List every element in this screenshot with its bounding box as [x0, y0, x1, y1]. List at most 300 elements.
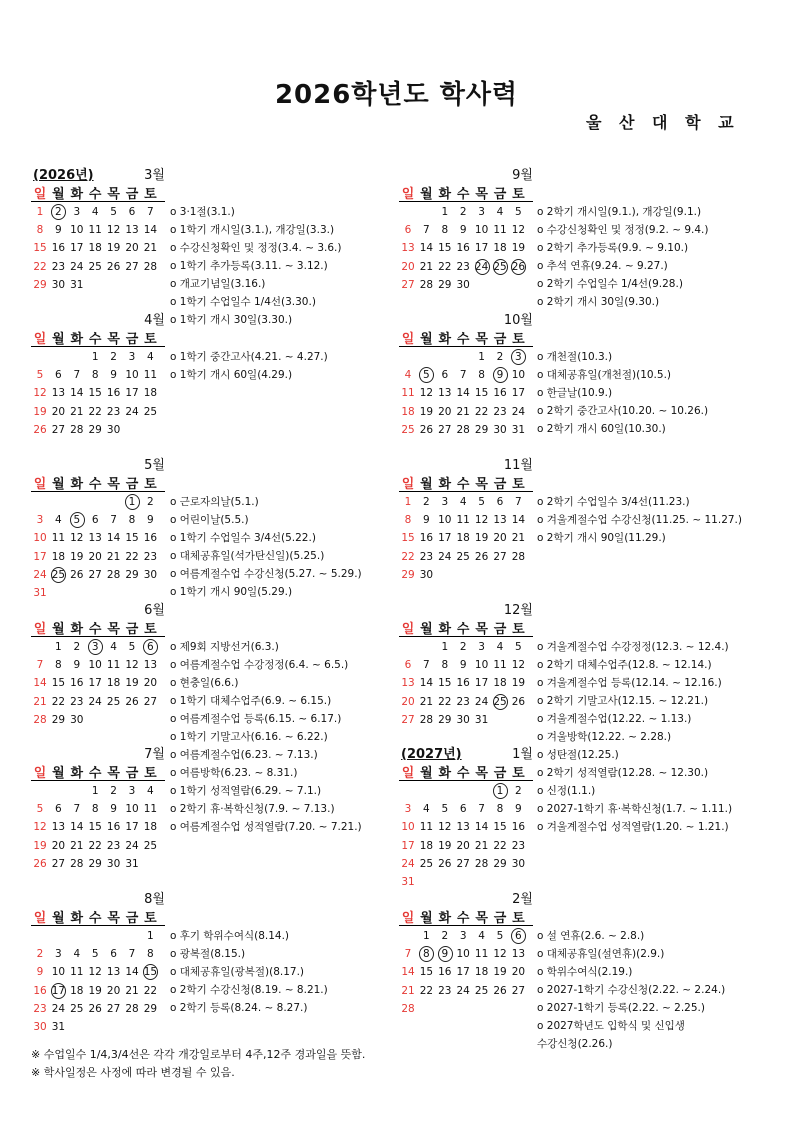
day-cell: 11	[143, 803, 158, 816]
month-label: 4월	[144, 313, 165, 328]
weekday-header	[31, 618, 165, 637]
day-cell: 9	[436, 945, 454, 963]
weekday-label: 금	[125, 766, 139, 781]
weekday-label: 수	[456, 911, 470, 926]
day-cell: 17	[474, 242, 489, 255]
event-item: o 1학기 개시 60일(4.29.)	[170, 369, 293, 381]
day-cell: 5	[478, 496, 485, 508]
weekday-label: 금	[493, 766, 507, 781]
day-cell: 1	[441, 641, 449, 653]
day-cell: 24	[125, 405, 139, 418]
day-cell: 21	[106, 550, 121, 563]
event-item: o 2학기 중간고사(10.20. ~ 10.26.)	[537, 405, 709, 417]
day-cell: 17	[70, 242, 84, 255]
day-cell: 9	[423, 514, 430, 527]
day-cell: 17	[125, 387, 139, 400]
day-cell: 17	[511, 387, 526, 400]
day-cell: 22	[438, 260, 452, 273]
day-cell: 28	[474, 857, 489, 870]
day-cell: 28	[33, 713, 47, 726]
day-cell: 15	[438, 677, 452, 690]
day-cell: 6	[496, 496, 504, 508]
day-cell: 5	[441, 803, 449, 816]
event-item: o 여름계절수업 성적열람(7.20. ~ 7.21.)	[170, 821, 362, 833]
event-item: o 후기 학위수여식(8.14.)	[170, 930, 290, 942]
day-cell: 14	[401, 966, 415, 979]
day-cell: 28	[70, 423, 84, 436]
event-item: o 2학기 수업일수 3/4선(11.23.)	[537, 496, 690, 508]
event-item: o 2학기 수강신청(8.19. ~ 8.21.)	[170, 984, 328, 996]
day-cell: 6	[128, 206, 136, 218]
weekday-label: 토	[144, 332, 157, 347]
event-item: o 대체공휴일(광복절)(8.17.)	[170, 966, 305, 978]
event-item: o 개천절(10.3.)	[537, 351, 613, 363]
day-cell: 11	[70, 966, 84, 979]
weekday-label: 수	[88, 332, 102, 347]
day-cell: 15	[33, 242, 47, 255]
event-item: o 겨울계절수업 수강신청(11.25. ~ 11.27.)	[537, 514, 742, 526]
day-cell: 25	[143, 405, 158, 418]
day-cell: 3	[36, 514, 44, 527]
day-cell: 30	[106, 423, 121, 436]
day-cell: 6	[404, 659, 412, 672]
event-item: o 설 연휴(2.6. ~ 2.8.)	[537, 930, 645, 942]
month-label: 2월	[512, 892, 533, 907]
month-label: 3월	[144, 168, 165, 183]
weekday-label: 월	[420, 187, 433, 202]
day-cell: 26	[419, 423, 434, 436]
day-cell: 3	[509, 348, 527, 366]
day-cell: 13	[106, 966, 121, 979]
day-cell: 11	[106, 659, 121, 672]
day-cell: 2	[36, 948, 44, 961]
day-cell: 29	[33, 278, 47, 291]
event-item: o 겨울계절수업 수강정정(12.3. ~ 12.4.)	[537, 641, 729, 653]
day-cell: 2	[423, 496, 430, 508]
day-cell: 18	[88, 242, 102, 255]
day-cell: 27	[51, 857, 66, 870]
day-cell: 23	[106, 839, 121, 852]
event-list	[537, 638, 757, 782]
day-cell: 10	[438, 514, 452, 527]
day-cell: 15	[51, 677, 66, 690]
day-cell: 20	[438, 405, 452, 418]
event-item: o 신정(1.1.)	[537, 785, 596, 797]
day-cell: 7	[73, 803, 81, 816]
day-cell: 9	[515, 803, 522, 816]
day-cell: 26	[509, 258, 527, 276]
day-cell: 18	[401, 405, 415, 418]
weekday-label: 목	[475, 766, 488, 781]
day-cell: 12	[33, 387, 47, 400]
event-item: o 광복절(8.15.)	[170, 948, 246, 960]
day-cell: 10	[125, 803, 139, 816]
day-cell: 27	[401, 278, 415, 291]
event-list	[537, 782, 757, 836]
day-cell: 19	[511, 242, 526, 255]
event-item: o 여름계절수업 등록(6.15. ~ 6.17.)	[170, 713, 342, 725]
day-cell: 3	[459, 930, 467, 942]
day-cell: 19	[88, 984, 102, 997]
day-cell: 13	[511, 948, 526, 961]
day-cell: 17	[401, 839, 415, 852]
day-cell: 12	[106, 224, 121, 237]
day-cell: 10	[33, 532, 47, 545]
day-cell: 4	[73, 948, 81, 961]
day-cell: 16	[106, 387, 121, 400]
weekday-label: 목	[475, 187, 488, 202]
weekday-label: 일	[33, 187, 47, 202]
day-cell: 18	[106, 677, 121, 690]
day-cell: 11	[401, 387, 415, 400]
day-cell: 15	[493, 821, 507, 834]
day-cell: 12	[511, 224, 526, 237]
day-cell: 22	[493, 839, 507, 852]
day-cell: 26	[106, 260, 121, 273]
weekday-label: 목	[107, 622, 120, 637]
day-cell: 6	[459, 803, 467, 816]
day-cell: 29	[493, 857, 507, 870]
day-cell: 23	[70, 695, 84, 708]
day-cell: 22	[143, 984, 158, 997]
day-cell: 16	[33, 984, 47, 997]
month-label: 1월	[512, 747, 533, 762]
day-cell: 8	[91, 369, 99, 382]
day-cell: 26	[511, 695, 526, 708]
day-cell: 14	[70, 387, 84, 400]
event-item: o 1학기 추가등록(3.11. ~ 3.12.)	[170, 260, 328, 272]
day-cell: 9	[55, 224, 62, 237]
day-cell: 22	[401, 550, 415, 563]
weekday-label: 월	[52, 187, 65, 202]
day-cell: 10	[474, 659, 489, 672]
day-cell: 4	[91, 206, 99, 218]
day-cell: 1	[404, 496, 412, 508]
day-cell: 14	[474, 821, 489, 834]
day-cell: 2	[515, 785, 522, 797]
day-cell: 1	[478, 351, 485, 363]
day-cell: 3	[478, 641, 485, 653]
day-cell: 27	[493, 550, 507, 563]
day-cell: 5	[36, 369, 44, 382]
weekday-header	[399, 183, 533, 202]
day-cell: 3	[404, 803, 412, 816]
day-cell: 15	[401, 532, 415, 545]
day-cell: 7	[128, 948, 136, 961]
day-cell: 9	[73, 659, 81, 672]
weekday-label: 토	[144, 477, 157, 492]
day-cell: 29	[51, 713, 66, 726]
day-cell: 11	[51, 532, 66, 545]
year-label: (2026년)	[33, 168, 94, 183]
day-cell: 10	[511, 369, 526, 382]
event-item: o 겨울계절수업(12.22. ~ 1.13.)	[537, 713, 692, 725]
day-cell: 16	[70, 677, 84, 690]
day-cell: 24	[33, 568, 47, 581]
weekday-label: 수	[88, 911, 102, 926]
day-cell: 28	[419, 278, 434, 291]
weekday-header	[399, 473, 533, 492]
day-cell: 19	[511, 677, 526, 690]
weekday-label: 토	[144, 911, 157, 926]
weekday-label: 월	[52, 622, 65, 637]
day-cell: 21	[474, 839, 489, 852]
day-cell: 1	[147, 930, 154, 942]
day-cell: 4	[423, 803, 430, 816]
weekday-header	[31, 907, 165, 926]
day-cell: 5	[36, 803, 44, 816]
day-cell: 15	[141, 963, 159, 981]
day-cell: 17	[88, 677, 102, 690]
day-cell: 27	[511, 984, 526, 997]
day-cell: 2	[73, 641, 81, 653]
day-cell: 4	[459, 496, 467, 508]
day-cell: 6	[91, 514, 99, 527]
day-cell: 1	[91, 785, 99, 797]
day-cell: 4	[478, 930, 485, 942]
weekday-label: 화	[438, 622, 452, 637]
day-cell: 17	[474, 677, 489, 690]
day-cell: 12	[88, 966, 102, 979]
day-cell: 9	[36, 966, 44, 979]
day-cell: 7	[459, 369, 467, 382]
weekday-label: 화	[70, 766, 84, 781]
day-cell: 19	[106, 242, 121, 255]
day-cell: 8	[91, 803, 99, 816]
day-cell: 26	[493, 984, 507, 997]
day-cell: 15	[419, 966, 434, 979]
day-cell: 13	[493, 514, 507, 527]
day-cell: 10	[88, 659, 102, 672]
event-item: o 현충일(6.6.)	[170, 677, 239, 689]
weekday-label: 일	[33, 911, 47, 926]
event-item: o 학위수여식(2.19.)	[537, 966, 633, 978]
day-cell: 18	[474, 966, 489, 979]
weekday-label: 목	[475, 332, 488, 347]
day-cell: 7	[73, 369, 81, 382]
weekday-label: 화	[70, 477, 84, 492]
day-cell: 19	[419, 405, 434, 418]
day-cell: 21	[456, 405, 470, 418]
weekday-label: 일	[401, 332, 415, 347]
footnote: ※ 수업일수 1/4,3/4선은 각각 개강일로부터 4주,12주 경과일을 뜻함.	[31, 1048, 366, 1061]
day-cell: 27	[88, 568, 102, 581]
day-cell: 9	[147, 514, 154, 527]
day-cell: 12	[33, 821, 47, 834]
event-item: 수강신청(2.26.)	[537, 1038, 613, 1050]
event-item: o 성탄절(12.25.)	[537, 749, 619, 761]
day-cell: 10	[456, 948, 470, 961]
day-cell: 16	[51, 242, 66, 255]
month-label: 11월	[503, 458, 533, 473]
event-item: o 추석 연휴(9.24. ~ 9.27.)	[537, 260, 668, 272]
weekday-label: 일	[33, 477, 47, 492]
day-cell: 7	[423, 224, 430, 237]
weekday-label: 목	[107, 187, 120, 202]
day-cell: 6	[55, 803, 62, 816]
day-cell: 7	[423, 659, 430, 672]
weekday-label: 토	[144, 622, 157, 637]
day-cell: 14	[106, 532, 121, 545]
day-cell: 20	[106, 984, 121, 997]
day-cell: 30	[51, 278, 66, 291]
event-list	[170, 927, 390, 1017]
weekday-label: 금	[125, 622, 139, 637]
event-item: o 2학기 기말고사(12.15. ~ 12.21.)	[537, 695, 709, 707]
day-cell: 7	[478, 803, 485, 816]
day-cell: 28	[106, 568, 121, 581]
weekday-label: 화	[438, 187, 452, 202]
event-item: o 1학기 개시 30일(3.30.)	[170, 314, 293, 326]
day-cell: 11	[493, 224, 507, 237]
footnotes	[31, 1046, 365, 1082]
event-item: o 1학기 기말고사(6.16. ~ 6.22.)	[170, 731, 328, 743]
day-cell: 14	[456, 387, 470, 400]
day-cell: 5	[91, 948, 99, 961]
day-cell: 22	[474, 405, 489, 418]
day-cell: 18	[493, 677, 507, 690]
day-cell: 13	[125, 224, 139, 237]
event-item: o 2학기 등록(8.24. ~ 8.27.)	[170, 1002, 308, 1014]
day-cell: 4	[496, 641, 504, 653]
day-cell: 6	[404, 224, 412, 237]
day-cell: 8	[55, 659, 62, 672]
weekday-label: 수	[88, 622, 102, 637]
day-cell: 19	[493, 966, 507, 979]
day-cell: 5	[110, 206, 117, 218]
day-cell: 26	[438, 857, 452, 870]
day-cell: 16	[493, 387, 507, 400]
day-cell: 7	[147, 206, 154, 218]
weekday-label: 금	[493, 477, 507, 492]
event-item: o 여름계절수업 수강신청(5.27. ~ 5.29.)	[170, 568, 362, 580]
day-cell: 22	[125, 550, 139, 563]
day-cell: 8	[147, 948, 154, 961]
weekday-label: 목	[107, 332, 120, 347]
day-cell: 23	[438, 984, 452, 997]
day-cell: 3	[478, 206, 485, 218]
day-cell: 24	[473, 258, 491, 276]
day-cell: 3	[86, 638, 104, 656]
weekday-label: 토	[512, 622, 525, 637]
day-cell: 6	[110, 948, 117, 961]
day-cell: 15	[88, 821, 102, 834]
day-cell: 30	[511, 857, 526, 870]
weekday-label: 금	[125, 911, 139, 926]
day-cell: 27	[456, 857, 470, 870]
weekday-label: 수	[456, 187, 470, 202]
day-cell: 29	[474, 423, 489, 436]
day-cell: 20	[493, 532, 507, 545]
weekday-header	[399, 907, 533, 926]
day-cell: 30	[493, 423, 507, 436]
event-item: o 개교기념일(3.16.)	[170, 278, 266, 290]
month-label: 7월	[144, 747, 165, 762]
month-label: 10월	[503, 313, 533, 328]
day-cell: 3	[55, 948, 62, 961]
day-cell: 4	[110, 641, 117, 653]
day-cell: 19	[438, 839, 452, 852]
day-cell: 25	[70, 1002, 84, 1015]
day-cell: 25	[88, 260, 102, 273]
day-cell: 23	[143, 550, 158, 563]
event-item: o 2학기 개시 90일(11.29.)	[537, 532, 666, 544]
weekday-label: 월	[52, 477, 65, 492]
day-cell: 16	[419, 532, 434, 545]
weekday-label: 일	[401, 911, 415, 926]
day-cell: 9	[491, 366, 509, 384]
day-cell: 17	[33, 550, 47, 563]
day-cell: 10	[70, 224, 84, 237]
day-cell: 28	[401, 1002, 415, 1015]
day-cell: 31	[125, 857, 139, 870]
day-cell: 31	[401, 876, 415, 888]
day-cell: 13	[88, 532, 102, 545]
day-cell: 8	[441, 659, 449, 672]
day-cell: 18	[419, 839, 434, 852]
day-cell: 20	[401, 260, 415, 273]
weekday-label: 화	[438, 766, 452, 781]
day-cell: 23	[33, 1002, 47, 1015]
day-cell: 27	[143, 695, 158, 708]
event-item: o 제9회 지방선거(6.3.)	[170, 641, 279, 653]
weekday-label: 수	[88, 187, 102, 202]
day-cell: 8	[36, 224, 44, 237]
event-item: o 대체공휴일(석가탄신일)(5.25.)	[170, 550, 325, 562]
day-cell: 27	[401, 713, 415, 726]
day-cell: 20	[125, 242, 139, 255]
day-cell: 21	[70, 839, 84, 852]
day-cell: 11	[474, 948, 489, 961]
month-label: 12월	[503, 603, 533, 618]
day-cell: 23	[106, 405, 121, 418]
day-cell: 1	[423, 930, 430, 942]
day-cell: 29	[438, 713, 452, 726]
day-cell: 25	[401, 423, 415, 436]
event-list	[537, 203, 757, 311]
day-cell: 7	[404, 948, 412, 961]
day-cell: 16	[456, 242, 470, 255]
weekday-label: 월	[52, 911, 65, 926]
day-cell: 27	[438, 423, 452, 436]
event-list	[537, 348, 757, 438]
day-cell: 16	[456, 677, 470, 690]
day-cell: 1	[91, 351, 99, 363]
event-item: o 여름계절수업 수강정정(6.4. ~ 6.5.)	[170, 659, 349, 671]
day-cell: 9	[110, 803, 117, 816]
day-cell: 15	[125, 532, 139, 545]
weekday-label: 금	[125, 477, 139, 492]
day-cell: 15	[474, 387, 489, 400]
day-cell: 12	[419, 387, 434, 400]
day-cell: 23	[493, 405, 507, 418]
day-cell: 9	[459, 659, 467, 672]
day-cell: 16	[511, 821, 526, 834]
day-cell: 4	[147, 351, 154, 363]
day-cell: 24	[88, 695, 102, 708]
weekday-header	[31, 473, 165, 492]
weekday-label: 금	[493, 332, 507, 347]
day-cell: 30	[33, 1021, 47, 1033]
day-cell: 29	[125, 568, 139, 581]
day-cell: 5	[68, 511, 86, 529]
day-cell: 8	[496, 803, 504, 816]
day-cell: 2	[459, 641, 467, 653]
weekday-label: 금	[493, 187, 507, 202]
day-cell: 21	[33, 695, 47, 708]
event-item: o 2학기 수업일수 1/4선(9.28.)	[537, 278, 683, 290]
event-item: o 1학기 수업일수 1/4선(3.30.)	[170, 296, 316, 308]
